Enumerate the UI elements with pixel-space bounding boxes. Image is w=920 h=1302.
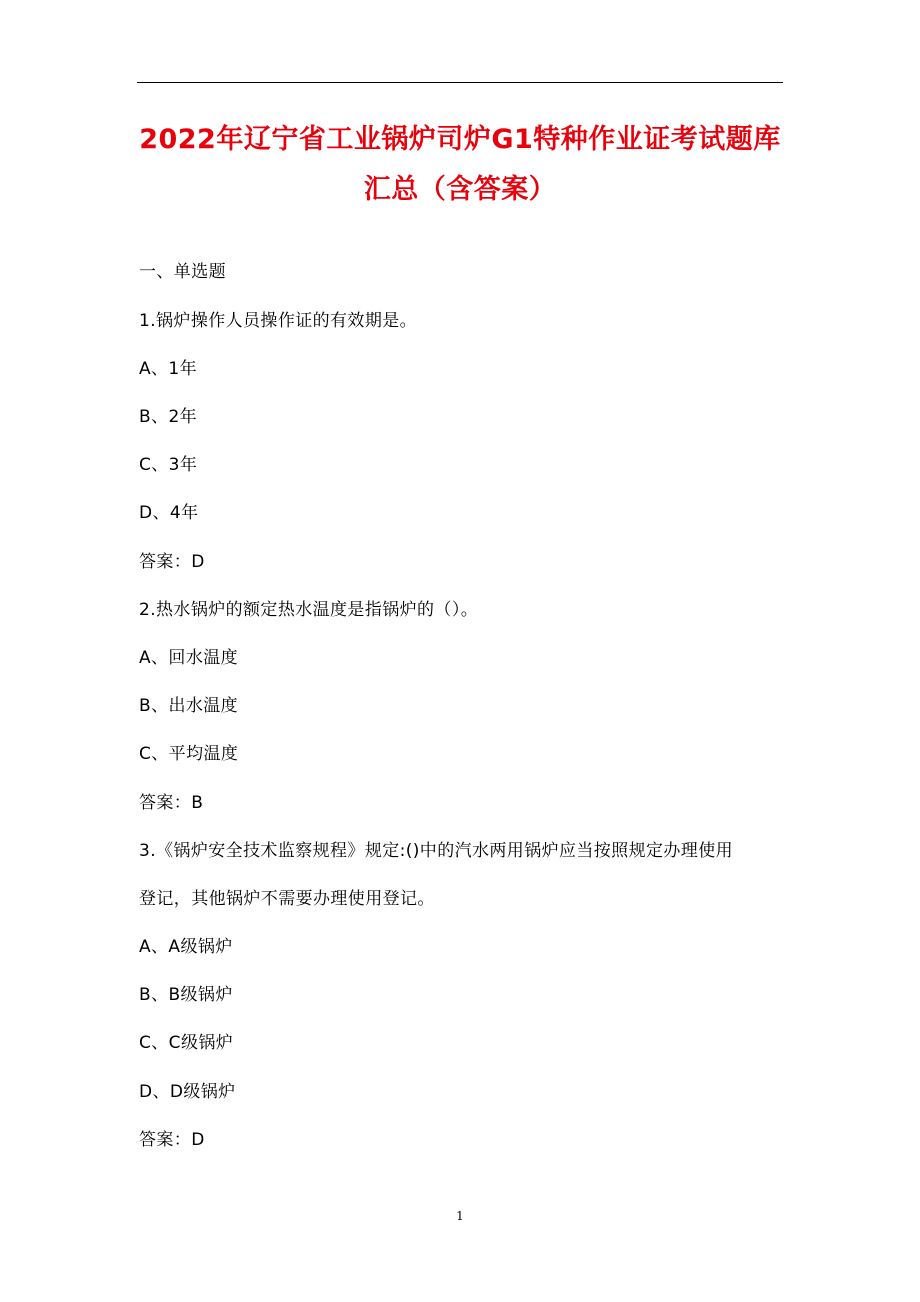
question-3-answer: 答案：D (139, 1130, 205, 1150)
question-2-option-c: C、平均温度 (139, 744, 239, 764)
question-3-text-line-2: 登记，其他锅炉不需要办理使用登记。 (139, 889, 435, 909)
question-1-option-c: C、3年 (139, 455, 198, 475)
question-2-text: 2.热水锅炉的额定热水温度是指锅炉的（）。 (139, 600, 479, 620)
section-heading: 一、单选题 (139, 262, 226, 282)
question-1-answer: 答案：D (139, 552, 205, 572)
question-1-option-b: B、2年 (139, 407, 198, 427)
document-title-line-1: 2022年辽宁省工业锅炉司炉G1特种作业证考试题库 (139, 124, 781, 155)
question-3-option-c: C、C级锅炉 (139, 1033, 234, 1053)
question-1-option-a: A、1年 (139, 359, 198, 379)
question-3-option-b: B、B级锅炉 (139, 985, 233, 1005)
document-title-line-2: 汇总（含答案） (363, 174, 557, 205)
question-3-option-a: A、A级锅炉 (139, 937, 233, 957)
question-2-option-b: B、出水温度 (139, 696, 239, 716)
header-rule (137, 82, 783, 83)
question-3-option-d: D、D级锅炉 (139, 1082, 236, 1102)
question-2-answer: 答案：B (139, 793, 204, 813)
question-1-text: 1.锅炉操作人员操作证的有效期是。 (139, 311, 418, 331)
page-number: 1 (456, 1209, 464, 1223)
question-3-text-line-1: 3.《锅炉安全技术监察规程》规定:()中的汽水两用锅炉应当按照规定办理使用 (139, 841, 734, 861)
question-1-option-d: D、4年 (139, 503, 199, 523)
question-2-option-a: A、回水温度 (139, 648, 239, 668)
